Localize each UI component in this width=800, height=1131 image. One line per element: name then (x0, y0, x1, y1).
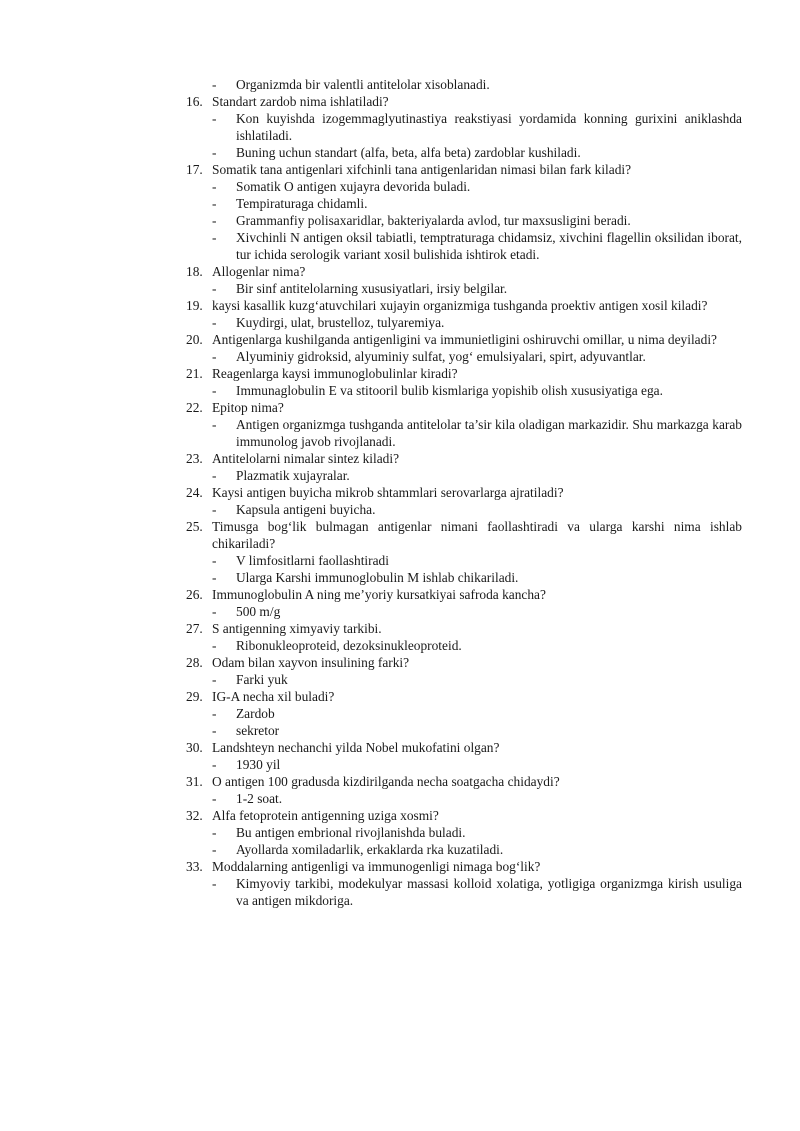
answer-item (186, 178, 742, 195)
answer-item (186, 875, 742, 909)
answer-bullet: - (212, 723, 217, 738)
answer-item (186, 671, 742, 688)
question-number: 17. (186, 162, 203, 177)
question-text: O antigen 100 gradusda kizdirilganda necha soatgacha chidaydi? (212, 774, 560, 789)
answer-text: Ayollarda xomiladarlik, erkaklarda rka kuzatiladi. (236, 842, 504, 857)
question-item (186, 399, 742, 416)
answer-text: Bu antigen embrional rivojlanishda buladi. (236, 825, 466, 840)
question-number: 30. (186, 740, 203, 755)
answer-item (186, 756, 742, 773)
answer-item (186, 790, 742, 807)
question-text: Standart zardob nima ishlatiladi? (212, 94, 389, 109)
question-text: Immunoglobulin A ning me’yoriy kursatkiyai safroda kancha? (212, 587, 546, 602)
answer-item (186, 195, 742, 212)
answer-item (186, 552, 742, 569)
answer-item (186, 314, 742, 331)
answer-text: 500 m/g (236, 604, 281, 619)
question-answer-list (186, 76, 742, 909)
answer-text: V limfositlarni faollashtiradi (236, 553, 389, 568)
answer-bullet: - (212, 638, 217, 653)
question-text: Moddalarning antigenligi va immunogenligi nimaga bog‘lik? (212, 859, 541, 874)
answer-text: Ularga Karshi immunoglobulin M ishlab chikariladi. (236, 570, 519, 585)
question-item (186, 807, 742, 824)
question-number: 18. (186, 264, 203, 279)
question-number: 25. (186, 519, 203, 534)
answer-item (186, 348, 742, 365)
answer-text: Xivchinli N antigen oksil tabiatli, temptraturaga chidamsiz, xivchini flagellin oksilidan iborat, tur ichida serologik variant xosil bulishida ishtirok etadi. (236, 230, 742, 262)
question-number: 29. (186, 689, 203, 704)
answer-item (186, 229, 742, 263)
question-number: 22. (186, 400, 203, 415)
question-number: 16. (186, 94, 203, 109)
question-item (186, 484, 742, 501)
question-text: Alfa fetoprotein antigenning uziga xosmi? (212, 808, 439, 823)
answer-text: 1930 yil (236, 757, 281, 772)
answer-bullet: - (212, 604, 217, 619)
answer-bullet: - (212, 791, 217, 806)
answer-text: Grammanfiy polisaxaridlar, bakteriyalarda avlod, tur maxsusligini beradi. (236, 213, 631, 228)
answer-bullet: - (212, 553, 217, 568)
answer-item (186, 280, 742, 297)
answer-item (186, 637, 742, 654)
question-text: Antitelolarni nimalar sintez kiladi? (212, 451, 400, 466)
answer-text: Organizmda bir valentli antitelolar xisoblanadi. (236, 77, 490, 92)
question-text: IG-A necha xil buladi? (212, 689, 335, 704)
answer-item (186, 110, 742, 144)
question-item (186, 365, 742, 382)
answer-bullet: - (212, 672, 217, 687)
answer-bullet: - (212, 315, 217, 330)
answer-text: sekretor (236, 723, 280, 738)
question-text: S antigenning ximyaviy tarkibi. (212, 621, 382, 636)
answer-bullet: - (212, 502, 217, 517)
answer-item (186, 416, 742, 450)
answer-text: Antigen organizmga tushganda antitelolar ta’sir kila oladigan markazidir. Shu markazga karab immunolog javob rivojlanadi. (236, 417, 742, 449)
answer-bullet: - (212, 179, 217, 194)
question-text: Somatik tana antigenlari xifchinli tana antigenlaridan nimasi bilan fark kiladi? (212, 162, 632, 177)
answer-item (186, 382, 742, 399)
question-text: kaysi kasallik kuzg‘atuvchilari xujayin organizmiga tushganda proektiv antigen xosil kiladi? (212, 298, 708, 313)
question-text: Epitop nima? (212, 400, 284, 415)
answer-text: Farki yuk (236, 672, 288, 687)
answer-text: Alyuminiy gidroksid, alyuminiy sulfat, yog‘ emulsiyalari, spirt, adyuvantlar. (236, 349, 646, 364)
answer-text: Kon kuyishda izogemmaglyutinastiya reakstiyasi yordamida konning gurixini aniklashda ishlatiladi. (236, 111, 742, 143)
answer-bullet: - (212, 145, 217, 160)
answer-text: Immunaglobulin E va stitooril bulib kismlariga yopishib olish xususiyatiga ega. (236, 383, 663, 398)
question-item (186, 518, 742, 552)
answer-bullet: - (212, 468, 217, 483)
question-number: 21. (186, 366, 203, 381)
answer-bullet: - (212, 230, 217, 245)
question-text: Reagenlarga kaysi immunoglobulinlar kiradi? (212, 366, 458, 381)
answer-text: Somatik O antigen xujayra devorida buladi. (236, 179, 471, 194)
question-text: Timusga bog‘lik bulmagan antigenlar nimani faollashtiradi va ularga karshi nima ishlab chikariladi? (212, 519, 742, 551)
answer-text: Bir sinf antitelolarning xususiyatlari, irsiy belgilar. (236, 281, 508, 296)
answer-item (186, 467, 742, 484)
question-text: Antigenlarga kushilganda antigenligini va immunietligini oshiruvchi omillar, u nima deyiladi? (212, 332, 717, 347)
answer-bullet: - (212, 570, 217, 585)
question-item (186, 688, 742, 705)
answer-item (186, 144, 742, 161)
answer-text: Plazmatik xujayralar. (236, 468, 350, 483)
answer-bullet: - (212, 281, 217, 296)
answer-item (186, 824, 742, 841)
answer-bullet: - (212, 349, 217, 364)
question-number: 26. (186, 587, 203, 602)
answer-item (186, 841, 742, 858)
answer-bullet: - (212, 876, 217, 891)
answer-item (186, 501, 742, 518)
question-number: 28. (186, 655, 203, 670)
question-item (186, 620, 742, 637)
answer-text: Zardob (236, 706, 275, 721)
answer-text: 1-2 soat. (236, 791, 283, 806)
question-number: 24. (186, 485, 203, 500)
answer-item (186, 212, 742, 229)
question-item (186, 858, 742, 875)
question-item (186, 654, 742, 671)
question-number: 19. (186, 298, 203, 313)
answer-text: Ribonukleoproteid, dezoksinukleoproteid. (236, 638, 462, 653)
answer-text: Buning uchun standart (alfa, beta, alfa beta) zardoblar kushiladi. (236, 145, 581, 160)
answer-bullet: - (212, 196, 217, 211)
answer-bullet: - (212, 825, 217, 840)
answer-item (186, 722, 742, 739)
question-item (186, 739, 742, 756)
question-number: 27. (186, 621, 203, 636)
question-text: Odam bilan xayvon insulining farki? (212, 655, 410, 670)
question-number: 32. (186, 808, 203, 823)
question-number: 33. (186, 859, 203, 874)
question-number: 20. (186, 332, 203, 347)
answer-text: Tempiraturaga chidamli. (236, 196, 368, 211)
answer-item (186, 705, 742, 722)
question-number: 31. (186, 774, 203, 789)
answer-item (186, 603, 742, 620)
question-item (186, 93, 742, 110)
answer-bullet: - (212, 77, 217, 92)
question-item (186, 450, 742, 467)
answer-bullet: - (212, 417, 217, 432)
question-text: Allogenlar nima? (212, 264, 306, 279)
answer-bullet: - (212, 383, 217, 398)
question-item (186, 161, 742, 178)
answer-text: Kapsula antigeni buyicha. (236, 502, 376, 517)
question-item (186, 263, 742, 280)
answer-item (186, 569, 742, 586)
answer-bullet: - (212, 706, 217, 721)
question-text: Landshteyn nechanchi yilda Nobel mukofatini olgan? (212, 740, 500, 755)
answer-bullet: - (212, 842, 217, 857)
answer-bullet: - (212, 111, 217, 126)
question-item (186, 773, 742, 790)
answer-text: Kuydirgi, ulat, brustelloz, tulyaremiya. (236, 315, 445, 330)
answer-bullet: - (212, 213, 217, 228)
question-text: Kaysi antigen buyicha mikrob shtammlari serovarlarga ajratiladi? (212, 485, 564, 500)
answer-text: Kimyoviy tarkibi, modekulyar massasi kolloid xolatiga, yotligiga organizmga kirish usuliga va antigen mikdoriga. (236, 876, 742, 908)
answer-bullet: - (212, 757, 217, 772)
question-number: 23. (186, 451, 203, 466)
question-item (186, 297, 742, 314)
question-item (186, 586, 742, 603)
answer-item (186, 76, 742, 93)
question-item (186, 331, 742, 348)
